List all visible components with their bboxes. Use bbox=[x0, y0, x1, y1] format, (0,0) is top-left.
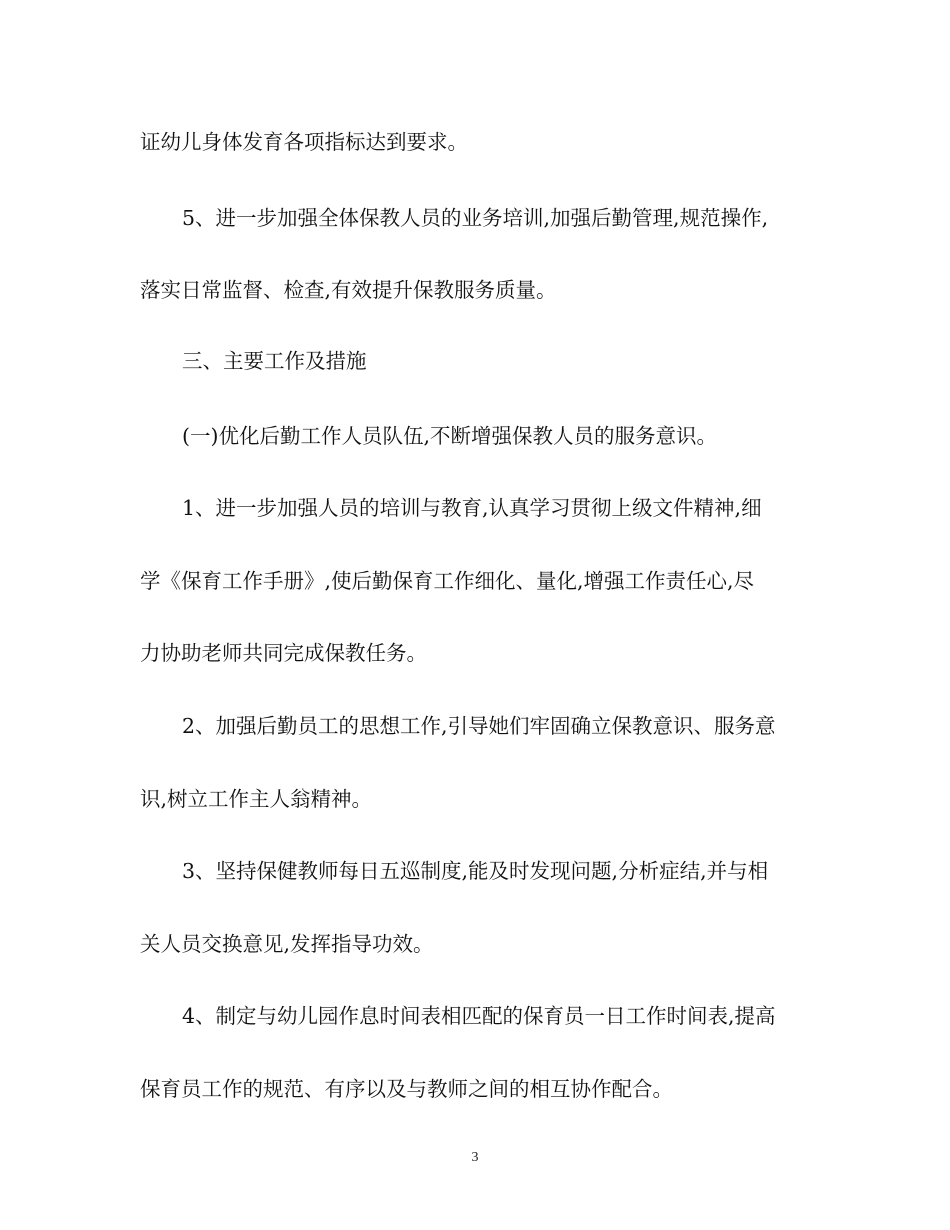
page-number: 3 bbox=[471, 1150, 479, 1165]
text-line-11: 3、坚持保健教师每日五巡制度,能及时发现问题,分析症结,并与相 bbox=[182, 859, 769, 883]
text-line-3: 落实日常监督、检查,有效提升保教服务质量。 bbox=[140, 278, 557, 302]
text-line-12: 关人员交换意见,发挥指导功效。 bbox=[140, 932, 434, 956]
section-heading: 三、主要工作及措施 bbox=[182, 349, 367, 373]
text-line-10: 识,树立工作主人翁精神。 bbox=[140, 787, 373, 811]
text-line-9: 2、加强后勤员工的思想工作,引导她们牢固确立保教意识、服务意 bbox=[182, 714, 776, 738]
subsection-heading: (一)优化后勤工作人员队伍,不断增强保教人员的服务意识。 bbox=[182, 424, 718, 448]
text-line-13: 4、制定与幼儿园作息时间表相匹配的保育员一日工作时间表,提高 bbox=[182, 1004, 776, 1028]
text-line-2: 5、进一步加强全体保教人员的业务培训,加强后勤管理,规范操作, bbox=[182, 206, 769, 230]
text-line-1: 证幼儿身体发育各项指标达到要求。 bbox=[140, 130, 468, 154]
text-line-7: 学《保育工作手册》,使后勤保育工作细化、量化,增强工作责任心,尽 bbox=[140, 569, 755, 593]
text-line-8: 力协助老师共同完成保教任务。 bbox=[140, 641, 427, 665]
text-line-14: 保育员工作的规范、有序以及与教师之间的相互协作配合。 bbox=[140, 1077, 673, 1101]
text-line-6: 1、进一步加强人员的培训与教育,认真学习贯彻上级文件精神,细 bbox=[182, 496, 762, 520]
